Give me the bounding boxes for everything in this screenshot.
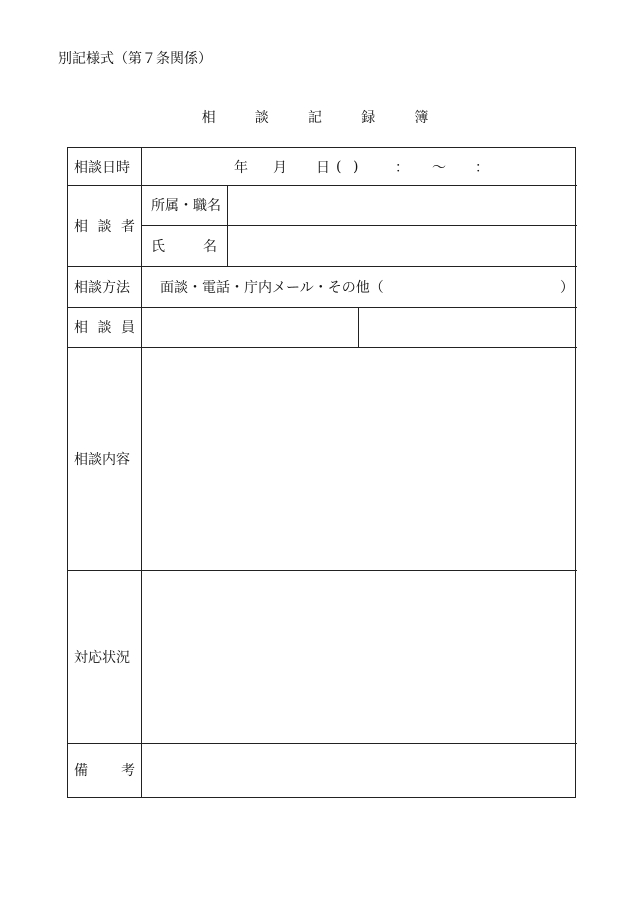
day-label: 日 (316, 159, 330, 176)
name-field[interactable] (228, 225, 577, 266)
time-range-tilde: 〜 (432, 159, 446, 176)
method-close-paren: ） (560, 279, 574, 296)
label-name: 氏 名 (151, 238, 217, 255)
label-consult-method: 相談方法 (74, 279, 130, 296)
consult-datetime-field[interactable] (142, 148, 577, 185)
label-staff: 相 談 員 (74, 320, 135, 336)
weekday-open-paren: ( (336, 158, 342, 175)
end-time-colon: ： (475, 159, 489, 176)
staff-field-left[interactable] (142, 307, 358, 347)
staff-field-right[interactable] (359, 307, 577, 347)
label-affiliation-title: 所属・職名 (151, 198, 221, 214)
label-consultant: 相 談 者 (74, 218, 135, 235)
consult-method-field[interactable] (142, 266, 577, 307)
consultation-record-table (67, 147, 576, 798)
remarks-field[interactable] (142, 743, 577, 797)
label-remarks: 備 考 (74, 763, 135, 779)
form-reference: 別記様式（第７条関係） (58, 51, 212, 67)
method-options: 面談・電話・庁内メール・その他（ (160, 279, 384, 296)
affiliation-title-field[interactable] (228, 185, 577, 225)
year-label: 年 (234, 159, 248, 176)
response-status-field[interactable] (142, 570, 577, 743)
month-label: 月 (273, 159, 287, 176)
start-time-colon: ： (395, 159, 409, 176)
document-title: 相 談 記 録 簿 (201, 110, 441, 126)
label-response-status: 対応状況 (74, 649, 130, 666)
weekday-close-paren: ) (353, 158, 359, 175)
label-consult-datetime: 相談日時 (74, 159, 130, 176)
consult-content-field[interactable] (142, 347, 577, 570)
label-consult-content: 相談内容 (74, 451, 130, 468)
